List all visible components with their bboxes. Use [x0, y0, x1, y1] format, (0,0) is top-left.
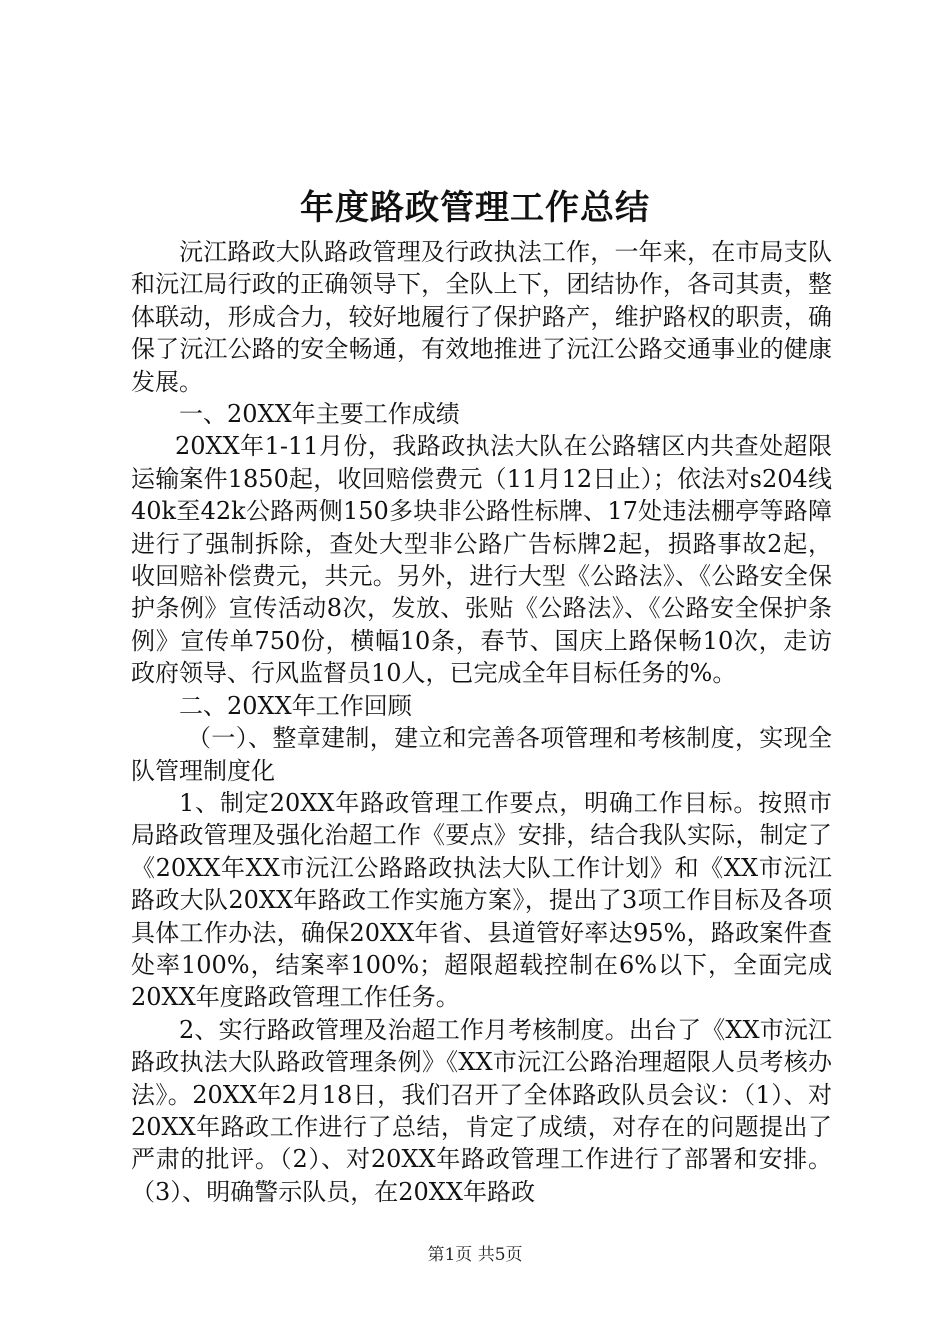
review-paragraph-2: 2、实行路政管理及治超工作月考核制度。出台了《XX市沅江路政执法大队路政管理条例》《XX市沅江公路治理超限人员考核办法》。20XX年2月18日，我们召开了全体路政队员会议：（1）、对20XX年路政工作进行了总结，肯定了成绩，对存在的问题提出了严肃的批评。（2）、对20XX年路政管理工作进行了部署和安排。（3）、明确警示队员，在20XX年路政 [131, 1015, 832, 1206]
page-footer: 第1页 共5页 [427, 1245, 523, 1265]
document-title: 年度路政管理工作总结 [300, 188, 650, 228]
section-heading-achievements: 一、20XX年主要工作成绩 [179, 400, 460, 429]
subsection-heading-regulations: （一）、整章建制，建立和完善各项管理和考核制度，实现全队管理制度化 [131, 724, 832, 785]
document-body [131, 236, 832, 1208]
section-heading-review: 二、20XX年工作回顾 [179, 691, 412, 720]
review-paragraph-1: 1、制定20XX年路政管理工作要点，明确工作目标。按照市局路政管理及强化治超工作《要点》安排，结合我队实际，制定了《20XX年XX市沅江公路路政执法大队工作计划》和《XX市沅江路政大队20XX年路政工作实施方案》，提出了3项工作目标及各项具体工作办法，确保20XX年省、县道管好率达95%，路政案件查处率100%，结案率100%；超限超载控制在6%以下，全面完成20XX年度路政管理工作任务。 [131, 788, 832, 1012]
intro-paragraph: 沅江路政大队路政管理及行政执法工作，一年来，在市局支队和沅江局行政的正确领导下，全队上下，团结协作，各司其责，整体联动，形成合力，较好地履行了保护路产，维护路权的职责，确保了沅江公路的安全畅通，有效地推进了沅江公路交通事业的健康发展。 [131, 238, 832, 396]
achievements-paragraph: 20XX年1-11月份，我路政执法大队在公路辖区内共查处超限运输案件1850起，收回赔偿费元（11月12日止）；依法对s204线40k至42k公路两侧150多块非公路性标牌、17处违法棚亭等路障进行了强制拆除，查处大型非公路广告标牌2起，损路事故2起，收回赔补偿费元，共元。另外，进行大型《公路法》、《公路安全保护条例》宣传活动8次，发放、张贴《公路法》、《公路安全保护条例》宣传单750份，横幅10条，春节、国庆上路保畅10次，走访政府领导、行风监督员10人，已完成全年目标任务的%。 [131, 432, 832, 688]
